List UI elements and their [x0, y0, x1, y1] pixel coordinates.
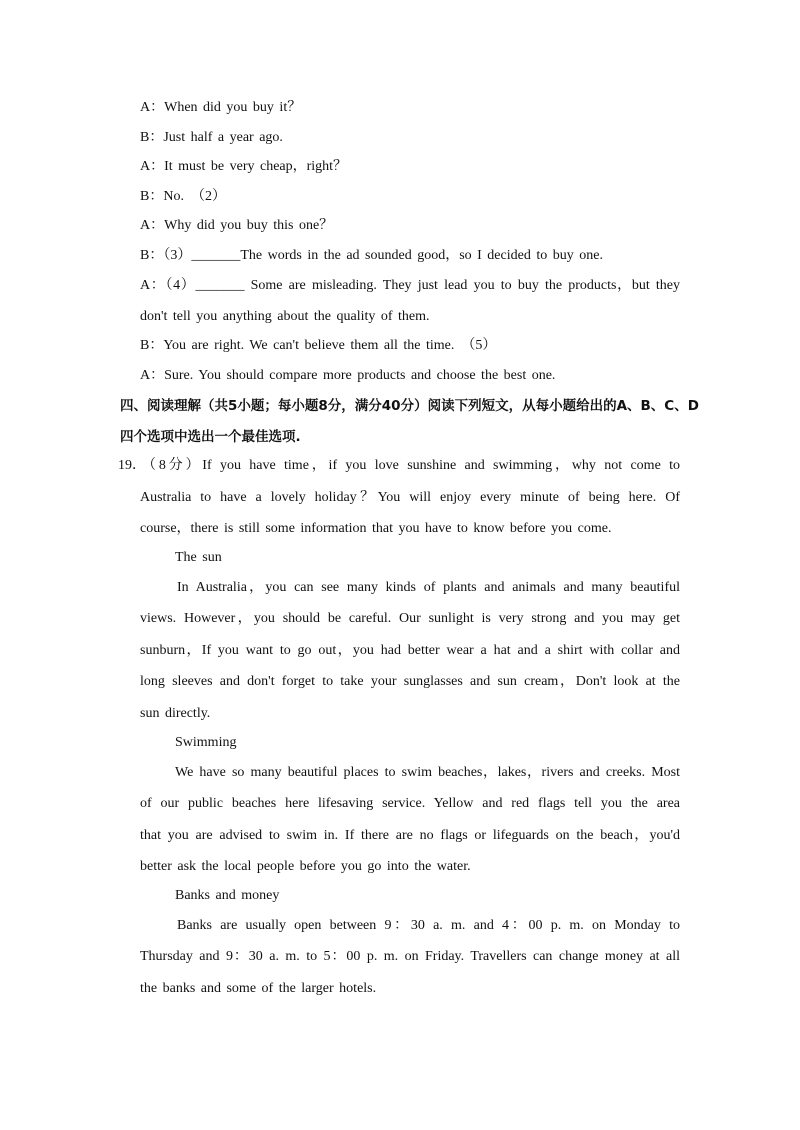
paragraph-line: Banks are usually open between 9：30 a. m. and 4：00 p. m. on Monday to: [177, 918, 680, 933]
dialogue-line: A：（4）_______ Some are misleading. They just lead you to buy the products，but they: [140, 278, 680, 293]
question-intro-line: （8分）If you have time，if you love sunshine and swimming，why not come to: [142, 458, 680, 473]
dialogue-line: B：You are right. We can't believe them all the time. （5）: [140, 338, 497, 353]
paragraph-line: of our public beaches here lifesaving service. Yellow and red flags tell you the area: [140, 796, 680, 811]
paragraph-line: the banks and some of the larger hotels.: [140, 981, 377, 996]
paragraph-line: sunburn，If you want to go out，you had better wear a hat and a shirt with collar and: [140, 643, 680, 658]
section-title-banks: Banks and money: [175, 888, 280, 903]
section-title-sun: The sun: [175, 550, 222, 565]
dialogue-line: A：When did you buy it？: [140, 100, 302, 115]
question-number: 19．: [118, 458, 146, 473]
paragraph-line: We have so many beautiful places to swim beaches，lakes，rivers and creeks. Most: [175, 765, 680, 780]
section-heading-continued: 四个选项中选出一个最佳选项.: [120, 429, 301, 445]
dialogue-line: B：（3）_______The words in the ad sounded good，so I decided to buy one.: [140, 248, 603, 263]
section-heading: 四、阅读理解（共5小题；每小题8分，满分40分）阅读下列短文，从每小题给出的A、B、C、D: [120, 398, 699, 414]
paragraph-line: that you are advised to swim in. If there are no flags or lifeguards on the beach，you'd: [140, 828, 680, 843]
paragraph-line: sun directly.: [140, 706, 211, 721]
paragraph-line: In Australia，you can see many kinds of plants and animals and many beautiful: [177, 580, 680, 595]
question-intro-line: course，there is still some information that you have to know before you come.: [140, 521, 612, 536]
dialogue-line: A：Why did you buy this one？: [140, 218, 334, 233]
paragraph-line: better ask the local people before you go into the water.: [140, 859, 471, 874]
section-title-swimming: Swimming: [175, 735, 237, 750]
paragraph-line: views. However，you should be careful. Our sunlight is very strong and you may get: [140, 611, 680, 626]
dialogue-line: B：No. （2）: [140, 189, 226, 204]
dialogue-line: don't tell you anything about the quality of them.: [140, 309, 430, 324]
paragraph-line: Thursday and 9：30 a. m. to 5：00 p. m. on Friday. Travellers can change money at all: [140, 949, 680, 964]
dialogue-line: A：It must be very cheap，right？: [140, 159, 348, 174]
paragraph-line: long sleeves and don't forget to take your sunglasses and sun cream，Don't look at the: [140, 674, 680, 689]
dialogue-line: A：Sure. You should compare more products and choose the best one.: [140, 368, 556, 383]
dialogue-line: B：Just half a year ago.: [140, 130, 283, 145]
question-intro-line: Australia to have a lovely holiday？You will enjoy every minute of being here. Of: [140, 490, 680, 505]
